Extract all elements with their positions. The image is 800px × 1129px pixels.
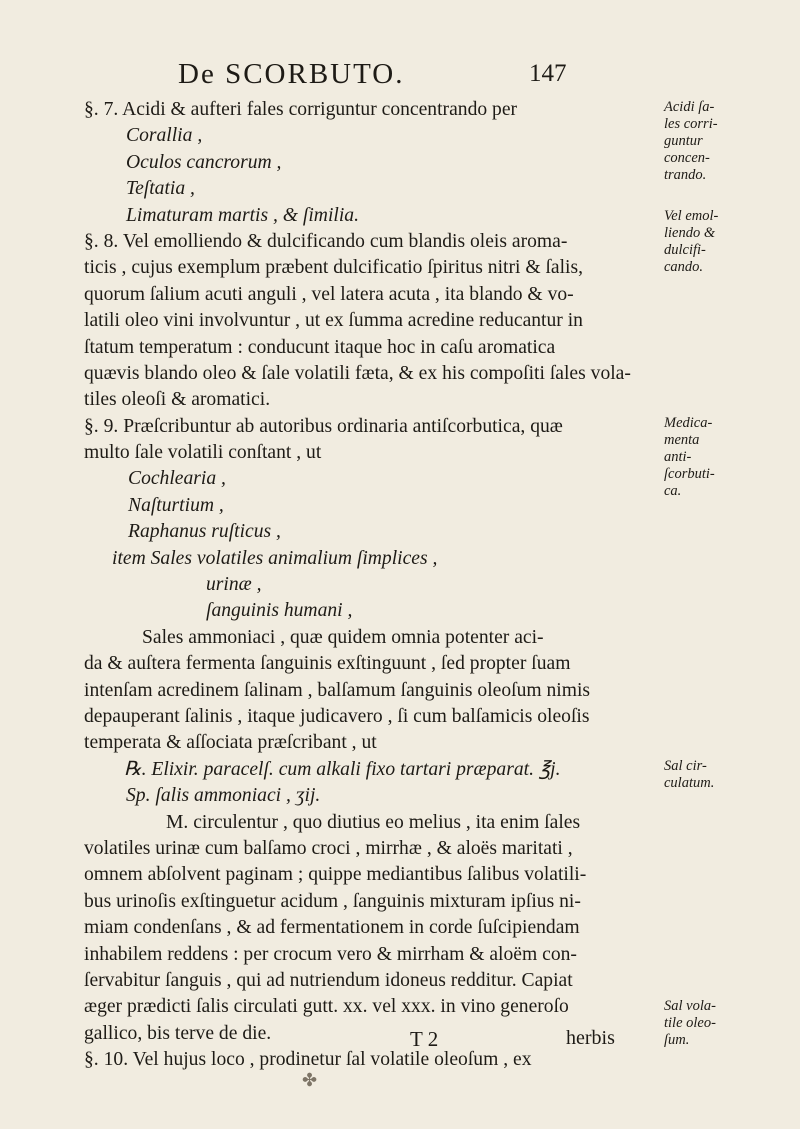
- text-line: quorum ſalium acuti anguli , vel latera acuta , ita blando & vo-: [84, 283, 574, 305]
- text-line: Cochlearia ,: [128, 468, 226, 490]
- marginal-note: Sal cir-: [664, 758, 707, 774]
- text-line: item Sales volatiles animalium ſimplices ,: [112, 547, 438, 569]
- text-line: intenſam acredinem ſalinam , balſamum ſanguinis oleoſum nimis: [84, 679, 591, 701]
- marginal-note: trando.: [664, 167, 707, 183]
- marginal-note: Acidi ſa-: [664, 99, 715, 115]
- catchword: herbis: [566, 1027, 615, 1049]
- text-line: latili oleo vini involvuntur , ut ex ſumma acredine reducantur in: [84, 310, 583, 332]
- text-line: depauperant ſalinis , itaque judicavero , ſi cum balſamicis oleoſis: [84, 705, 590, 727]
- page-number: 147: [529, 60, 567, 87]
- text-line: inhabilem reddens : per crocum vero & mirrham & aloëm con-: [84, 943, 577, 965]
- marginal-note: tile oleo-: [664, 1015, 716, 1031]
- text-line: Raphanus ruſticus ,: [128, 521, 281, 543]
- text-line: Naſturtium ,: [128, 494, 224, 516]
- marginal-note: concen-: [664, 150, 710, 166]
- text-line: bus urinoſis exſtinguetur acidum , ſanguinis mixturam ipſius ni-: [84, 890, 581, 912]
- text-line: Corallia ,: [126, 125, 203, 147]
- text-line: tiles oleoſi & aromatici.: [84, 389, 271, 411]
- text-line: ſtatum temperatum : conducunt itaque hoc in caſu aromatica: [84, 336, 556, 358]
- text-line: §. 10. Vel hujus loco , prodinetur ſal volatile oleoſum , ex: [84, 1049, 532, 1071]
- running-head: [0, 58, 800, 98]
- marginal-note: anti-: [664, 449, 692, 465]
- text-line: §. 7. Acidi & aufteri fales corriguntur concentrando per: [84, 99, 518, 120]
- text-line: da & auſtera fermenta ſanguinis exſtinguunt , ſed propter ſuam: [84, 653, 571, 675]
- text-line: volatiles urinæ cum balſamo croci , mirrhæ , & aloës maritati ,: [84, 837, 573, 859]
- text-line: ſervabitur ſanguis , qui ad nutriendum idoneus redditur. Capiat: [84, 969, 573, 991]
- text-line: quævis blando oleo & ſale volatili fæta, & ex his compoſiti ſales vola-: [84, 362, 631, 384]
- marginal-note: ſcorbuti-: [664, 466, 715, 482]
- marginal-note: guntur: [664, 133, 703, 149]
- text-line: ticis , cujus exemplum præbent dulcificatio ſpiritus nitri & ſalis,: [84, 257, 584, 279]
- text-line: §. 8. Vel emolliendo & dulcificando cum blandis oleis aroma-: [84, 230, 568, 252]
- main-text: [84, 97, 654, 1073]
- text-line: temperata & aſſociata præſcribant , ut: [84, 732, 377, 754]
- faded-ornament-icon: ✤: [302, 1070, 318, 1090]
- marginal-note: cando.: [664, 259, 704, 275]
- text-line: æger prædicti ſalis circulati gutt. xx. vel xxx. in vino generoſo: [84, 996, 569, 1018]
- marginal-note: menta: [664, 432, 700, 448]
- text-line: Sales ammoniaci , quæ quidem omnia potenter aci-: [142, 626, 544, 648]
- marginal-note: dulcifi-: [664, 242, 706, 258]
- marginal-note: Medica-: [664, 415, 713, 431]
- text-line: Limaturam martis , & ſimilia.: [126, 204, 359, 226]
- running-title: De SCORBUTO.: [178, 58, 405, 90]
- marginal-note: liendo &: [664, 225, 716, 241]
- text-line: ℞. Elixir. paracelſ. cum alkali fixo tartari præparat. ℥j.: [124, 758, 561, 780]
- text-line: Oculos cancrorum ,: [126, 151, 282, 173]
- marginal-note: Vel emol-: [664, 208, 719, 224]
- text-line: multo ſale volatili conſtant , ut: [84, 442, 322, 464]
- text-line: Teſtatia ,: [126, 178, 195, 200]
- text-line: gallico, bis terve de die.: [84, 1022, 272, 1044]
- marginal-note: les corri-: [664, 116, 718, 132]
- marginal-note: ca.: [664, 483, 682, 499]
- text-line: omnem abſolvent paginam ; quippe mediantibus ſalibus volatili-: [84, 864, 587, 886]
- text-line: ſanguinis humani ,: [206, 600, 353, 622]
- text-line: §. 9. Præſcribuntur ab autoribus ordinaria antiſcorbutica, quæ: [84, 415, 563, 437]
- text-line: miam condenſans , & ad fermentationem in corde ſuſcipiendam: [84, 917, 580, 939]
- marginal-note: ſum.: [664, 1032, 690, 1048]
- marginal-note: culatum.: [664, 775, 715, 791]
- text-line: M. circulentur , quo diutius eo melius , ita enim ſales: [166, 811, 581, 833]
- marginal-note: Sal vola-: [664, 998, 716, 1014]
- text-line: urinæ ,: [206, 574, 262, 596]
- text-line: Sp. ſalis ammoniaci , ʒij.: [126, 785, 321, 807]
- signature-mark: T 2: [410, 1027, 439, 1051]
